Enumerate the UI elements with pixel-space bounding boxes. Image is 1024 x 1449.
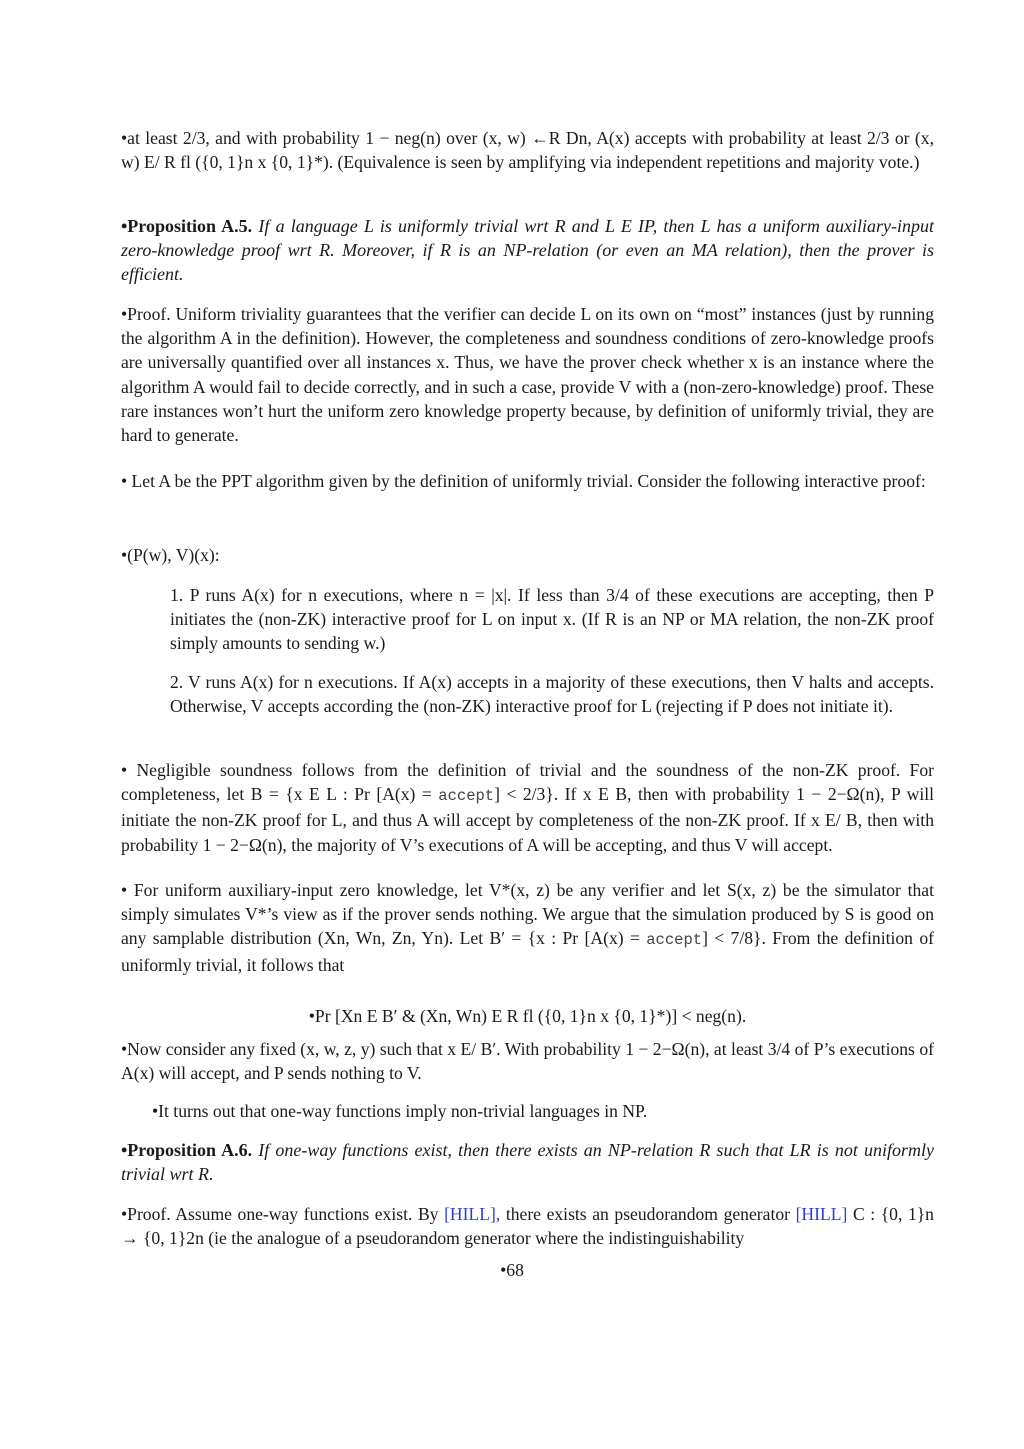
protocol-step-2: 2. V runs A(x) for n executions. If A(x) accepts in a majority of these executions, then V halts and accepts. Otherwise, V accepts according the (non-ZK) interactive proof for L (rejecting if P does not initiate it). <box>170 672 934 717</box>
accept-code-1: accept <box>438 787 495 806</box>
zk-text-b: ] < 7/8}. From the definition of uniformly trivial, it follows that <box>121 928 934 975</box>
proposition-a5 <box>121 214 934 286</box>
display-formula: •Pr [Xn E B′ & (Xn, Wn) E R fl ({0, 1}n x {0, 1}*)] < neg(n). <box>308 1006 747 1026</box>
proof-a5-paragraph: •Proof. Uniform triviality guarantees that the verifier can decide L on its own on “most” instances (just by running the algorithm A in the definition). However, the completeness and soundness conditions of zero-knowledge proofs are universally quantified over all instances x. Thus, we have the prover check whether x is an instance where the algorithm A would fail to decide correctly, and in such a case, provide V with a (non-zero-knowledge) proof. These rare instances won’t hurt the uniform zero knowledge property because, by definition of uniformly trivial, they are hard to generate. <box>121 304 934 446</box>
proof-a6-text-c: C : {0, 1}n → {0, 1}2n (ie the analogue of a pseudorandom generator where the indistinguishability <box>121 1204 934 1249</box>
hill-citation-link-1[interactable]: [HILL], <box>444 1204 501 1224</box>
zero-knowledge-paragraph <box>121 878 934 977</box>
protocol-heading: •(P(w), V)(x): <box>121 545 220 565</box>
proposition-a6-label: •Proposition A.6. <box>121 1140 253 1160</box>
soundness-text-a: • Negligible soundness follows from the definition of trivial and the soundness of the non-ZK proof. For completeness, let B = {x E L : Pr [A(x) = <box>121 760 934 805</box>
proposition-a6-statement: If one-way functions exist, then there exists an NP-relation R such that LR is not uniformly trivial wrt R. <box>121 1140 935 1184</box>
proposition-a5-statement: If a language L is uniformly trivial wrt R and L E IP, then L has a uniform auxiliary-input zero-knowledge proof wrt R. Moreover, if R is an NP-relation (or even an MA relation), then the prover is efficient. <box>121 216 935 284</box>
now-consider-paragraph: •Now consider any fixed (x, w, z, y) such that x E/ B′. With probability 1 − 2−Ω(n), at least 3/4 of P’s executions of A(x) will accept, and P sends nothing to V. <box>121 1039 934 1084</box>
hill-citation-link-2[interactable]: [HILL] <box>795 1204 848 1224</box>
soundness-text-b: ] < 2/3}. If x E B, then with probability 1 − 2−Ω(n), P will initiate the non-ZK proof for L, and thus A will accept by completeness of the non-ZK proof. If x E/ B, then with probability 1 − 2−Ω(n), the majority of V’s executions of A will be accepting, and thus V will accept. <box>121 784 935 855</box>
owf-remark: •It turns out that one-way functions imply non-trivial languages in NP. <box>152 1101 648 1121</box>
proof-a5-setup: • Let A be the PPT algorithm given by the definition of uniformly trivial. Consider the following interactive proof: <box>121 471 926 491</box>
protocol-step-1: 1. P runs A(x) for n executions, where n = |x|. If less than 3/4 of these executions are accepting, then P initiates the (non-ZK) interactive proof for L on input x. (If R is an NP or MA relation, the non-ZK proof simply amounts to sending w.) <box>170 585 934 654</box>
proof-a6-text-b: there exists an pseudorandom generator <box>500 1204 796 1224</box>
proposition-a6 <box>121 1138 934 1186</box>
soundness-completeness-paragraph <box>121 758 934 857</box>
accept-code-2: accept <box>646 931 703 950</box>
zk-text-a: • For uniform auxiliary-input zero knowledge, let V*(x, z) be any verifier and let S(x, z) be the simulator that simply simulates V*’s view as if the prover sends nothing. We argue that the simulation produced by S is good on any samplable distribution (Xn, Wn, Zn, Yn). Let B′ = {x : Pr [A(x) = <box>121 880 934 949</box>
proof-a6-paragraph <box>121 1202 934 1250</box>
proposition-a5-label: •Proposition A.5. <box>121 216 253 236</box>
paragraph-amplification: •at least 2/3, and with probability 1 − neg(n) over (x, w) ←R Dn, A(x) accepts with probability at least 2/3 or (x, w) E/ R fl ({0, 1}n x {0, 1}*). (Equivalence is seen by amplifying via independent repetitions and majority vote.) <box>121 128 934 173</box>
page-number: •68 <box>500 1260 524 1280</box>
proof-a6-text-a: •Proof. Assume one-way functions exist. By <box>121 1204 445 1224</box>
